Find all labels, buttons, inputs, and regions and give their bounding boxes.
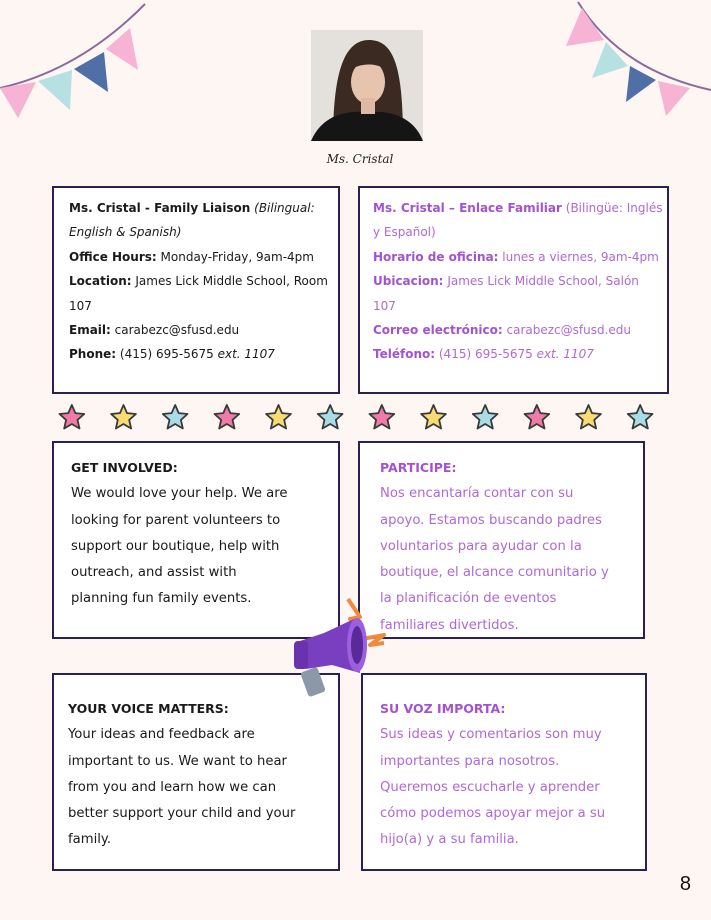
hours-value: lunes a viernes, 9am-4pm	[502, 249, 659, 264]
info-title-note: (Bilingual: English & Spanish)	[69, 201, 315, 240]
profile-photo	[311, 30, 423, 141]
info-title: Ms. Cristal - Family Liaison	[69, 201, 251, 215]
body-line: support our boutique, help with	[71, 538, 280, 554]
body-line: family.	[68, 832, 112, 848]
body-line: hijo(a) y a su familia.	[380, 832, 519, 848]
phone-value[interactable]: (415) 695-5675	[438, 347, 533, 362]
info-box-spanish	[358, 186, 669, 394]
star-icon	[215, 405, 240, 429]
body-line: familiares divertidos.	[380, 617, 519, 633]
body-line: Queremos escucharle y aprender	[380, 779, 600, 795]
get-involved-box-spanish	[358, 441, 645, 639]
section-body	[71, 481, 328, 612]
body-line: important to us. We want to hear	[68, 753, 287, 769]
hours-label: Office Hours:	[69, 249, 157, 264]
body-line: la planificación de eventos	[380, 591, 557, 607]
phone-ext: ext. 1107	[536, 347, 594, 362]
info-box-english	[52, 186, 340, 394]
email-label: Correo electrónico:	[373, 323, 503, 338]
body-line: cómo podemos apoyar mejor a su	[380, 806, 606, 822]
email-label: Email:	[69, 323, 111, 338]
info-title-note: (Bilingüe: Inglés y Español)	[373, 201, 663, 240]
star-row	[48, 402, 668, 434]
hours-value: Monday-Friday, 9am-4pm	[160, 249, 314, 264]
location-value: James Lick Middle School, Salón 107	[373, 274, 639, 313]
section-body	[68, 722, 328, 853]
body-line: Sus ideas y comentarios son muy	[380, 727, 602, 743]
body-line: apoyo. Estamos buscando padres	[380, 512, 602, 528]
star-icon	[318, 405, 343, 429]
photo-caption: Ms. Cristal	[326, 152, 394, 166]
megaphone-icon	[288, 595, 386, 703]
info-title: Ms. Cristal – Enlace Familiar	[373, 201, 562, 215]
star-icon	[576, 405, 601, 429]
bunting-left	[0, 0, 150, 125]
phone-label: Phone:	[69, 347, 117, 362]
bunting-flag	[626, 66, 656, 102]
body-line: from you and learn how we can	[68, 779, 277, 795]
body-line: outreach, and assist with	[71, 565, 237, 581]
star-icon	[60, 405, 85, 429]
star-icon	[421, 405, 446, 429]
body-line: voluntarios para ayudar con la	[380, 538, 582, 554]
body-line: importantes para nosotros.	[380, 753, 560, 769]
bunting-flag	[74, 52, 108, 92]
location-value: James Lick Middle School, Room 107	[69, 274, 328, 313]
body-line: boutique, el alcance comunitario y	[380, 565, 609, 581]
bunting-flag	[592, 42, 628, 78]
page-number: 8	[679, 873, 691, 895]
email-value[interactable]: carabezc@sfusd.edu	[506, 323, 632, 338]
body-line: better support your child and your	[68, 806, 296, 822]
location-label: Location:	[69, 274, 132, 289]
star-icon	[163, 405, 188, 429]
body-line: planning fun family events.	[71, 591, 252, 607]
phone-label: Teléfono:	[373, 347, 436, 362]
section-heading: YOUR VOICE MATTERS:	[68, 701, 229, 716]
section-heading: PARTICIPE:	[380, 460, 457, 475]
star-icon	[628, 405, 653, 429]
body-line: Nos encantaría contar con su	[380, 486, 574, 502]
star-icon	[525, 405, 550, 429]
body-line: Your ideas and feedback are	[68, 727, 255, 743]
section-body	[380, 722, 639, 853]
section-heading: SU VOZ IMPORTA:	[380, 701, 506, 716]
body-line: We would love your help. We are	[71, 486, 288, 502]
bunting-flag	[566, 8, 604, 46]
phone-ext: ext. 1107	[217, 347, 275, 362]
bunting-flag	[38, 70, 72, 110]
star-icon	[266, 405, 291, 429]
location-label: Ubicacion:	[373, 274, 444, 289]
hours-label: Horario de oficina:	[373, 249, 499, 264]
bunting-right	[560, 0, 711, 125]
email-value[interactable]: carabezc@sfusd.edu	[114, 323, 240, 338]
bunting-flag	[0, 82, 36, 118]
bunting-flag	[658, 81, 690, 116]
section-heading: GET INVOLVED:	[71, 460, 178, 475]
section-body	[380, 481, 637, 639]
star-icon	[370, 405, 395, 429]
star-icon	[111, 405, 136, 429]
voice-matters-box-spanish	[361, 673, 647, 871]
star-icon	[473, 405, 498, 429]
phone-value[interactable]: (415) 695-5675	[119, 347, 214, 362]
body-line: looking for parent volunteers to	[71, 512, 281, 528]
